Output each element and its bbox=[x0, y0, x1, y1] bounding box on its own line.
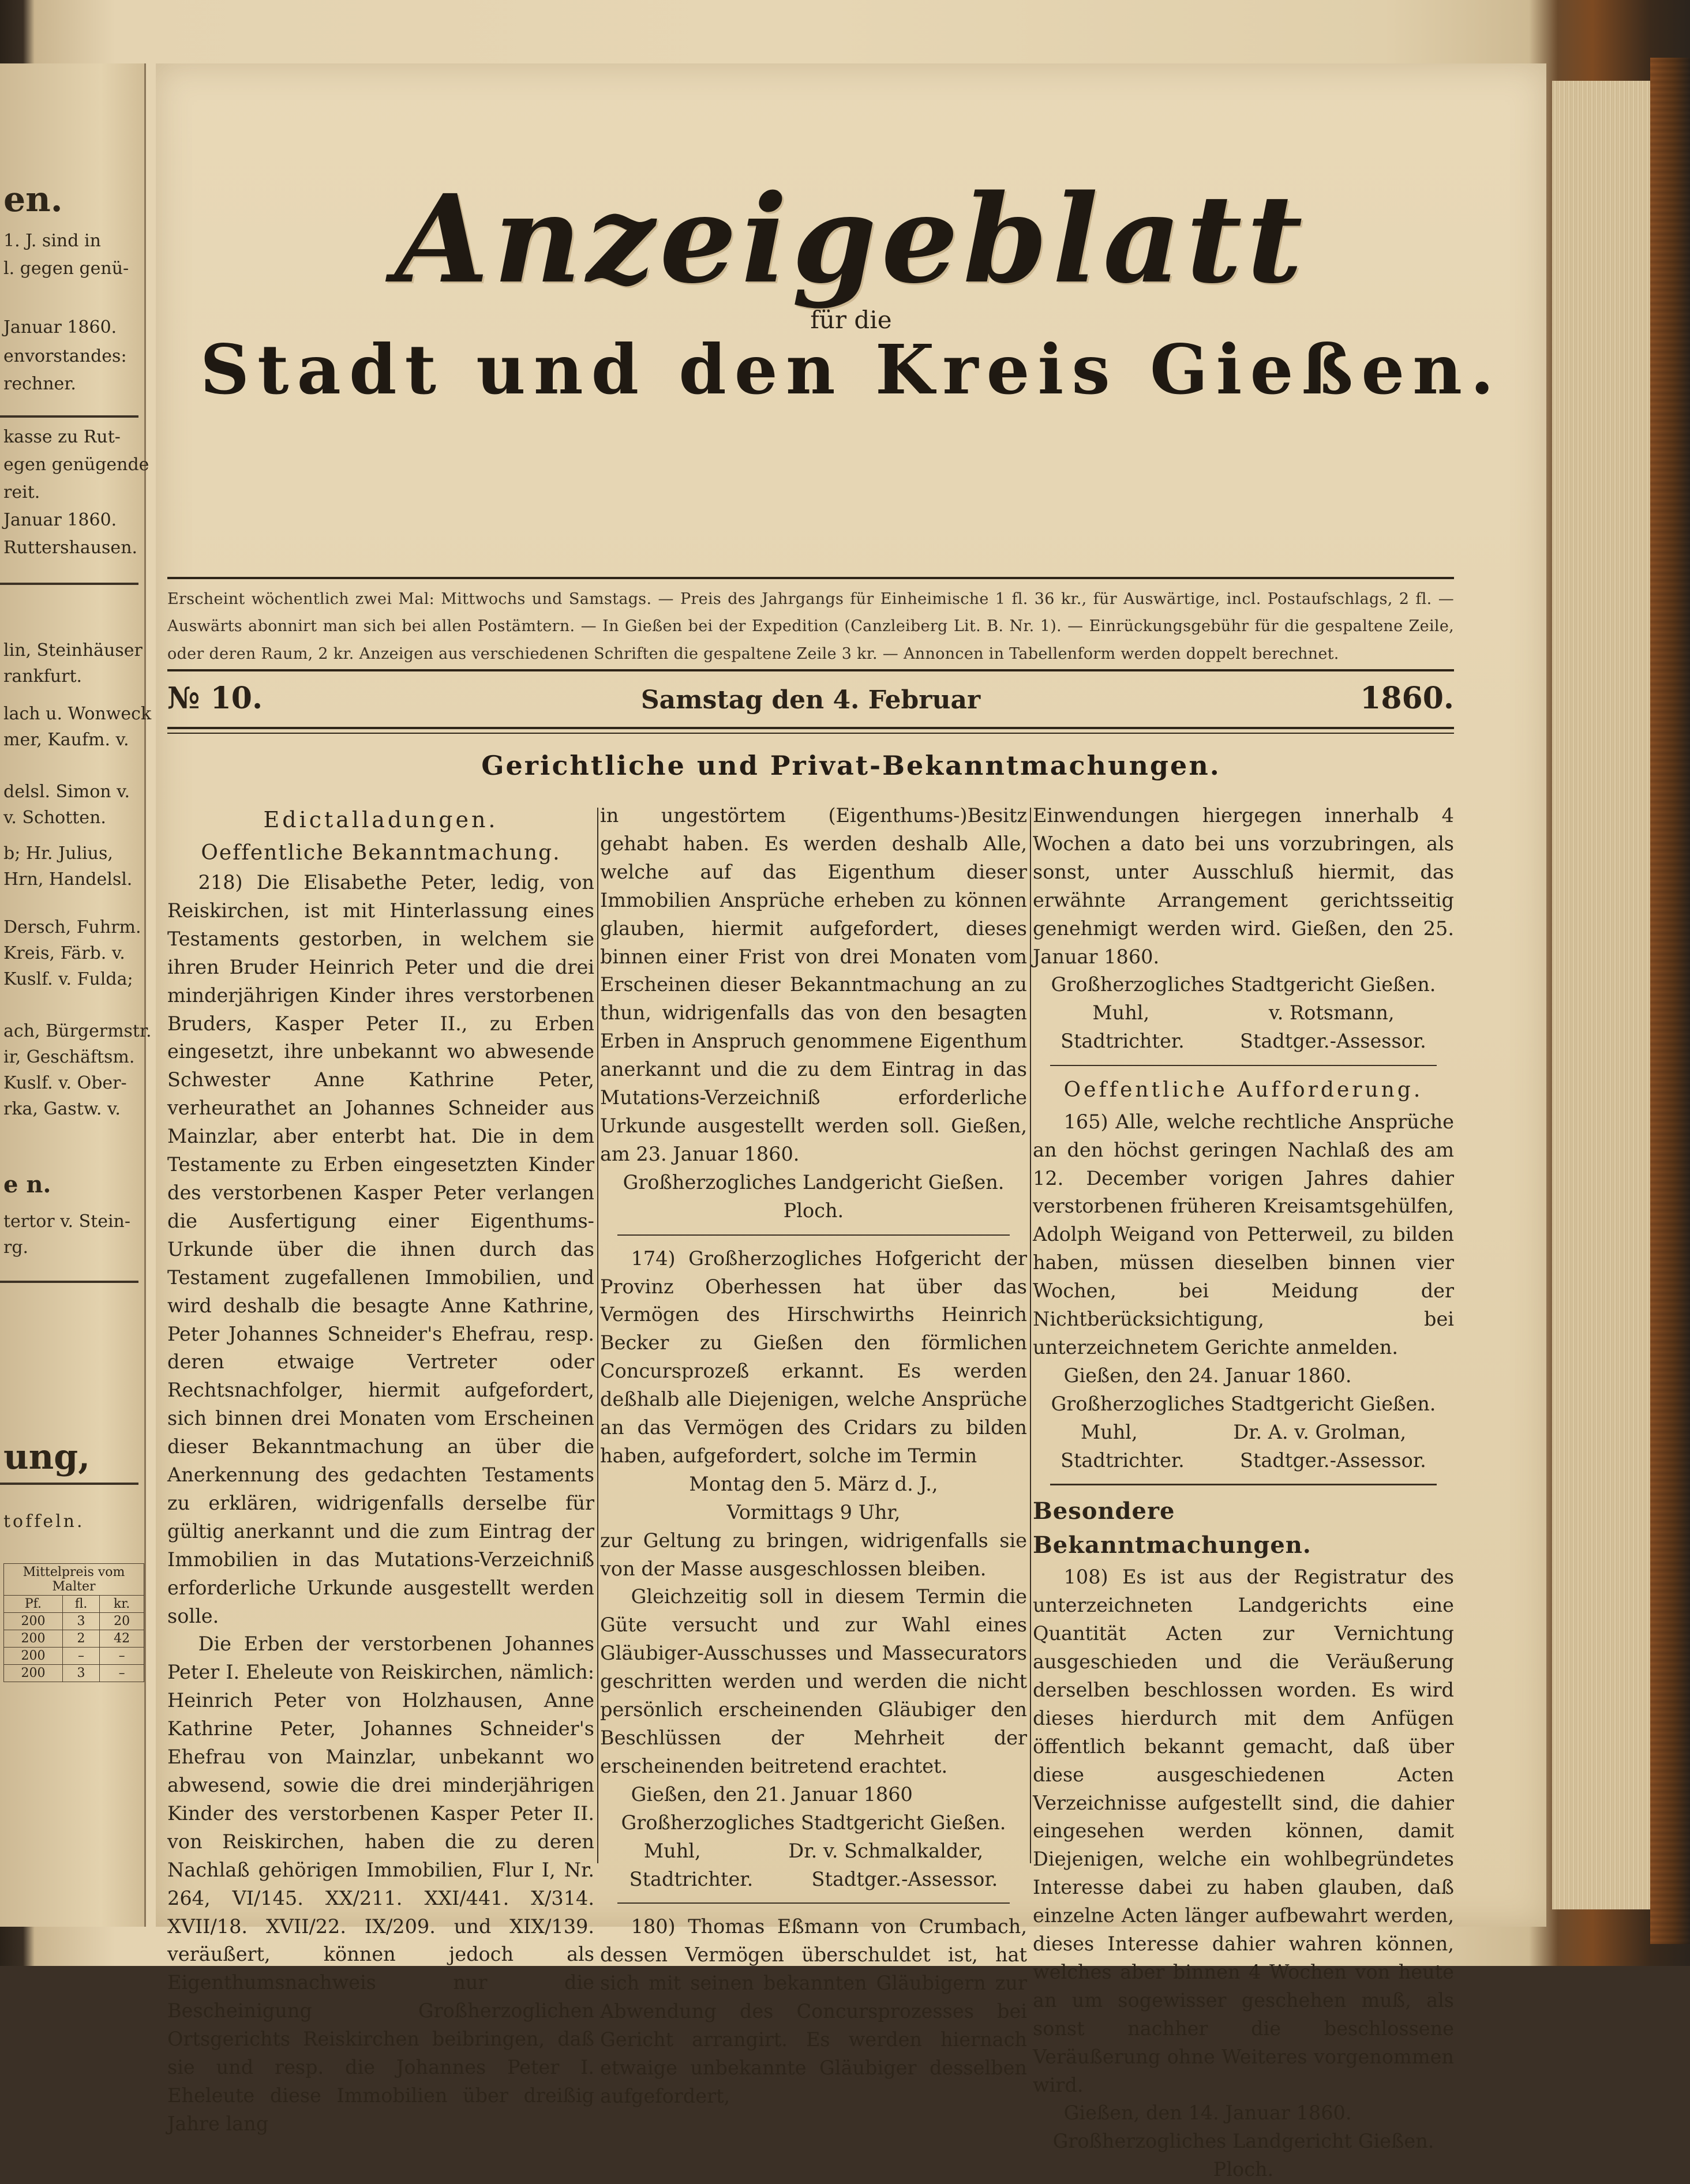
left-fragment: delsl. Simon v. bbox=[3, 782, 130, 802]
table-cell: 3 bbox=[62, 1613, 99, 1630]
signatures bbox=[1033, 1419, 1454, 1447]
masthead bbox=[156, 168, 1546, 410]
left-fragment: rg. bbox=[3, 1237, 29, 1258]
table-cell: 200 bbox=[4, 1665, 63, 1682]
left-fragment: ir, Geschäftsm. bbox=[3, 1047, 135, 1067]
table-cell: 3 bbox=[62, 1665, 99, 1682]
judge-name: Ploch. bbox=[783, 1199, 844, 1222]
left-fragment: Januar 1860. bbox=[3, 510, 117, 530]
left-fragment: mer, Kaufm. v. bbox=[3, 730, 129, 750]
notice-174: 174) Großherzogliches Hofgericht der Provinz Oberhessen hat über das Vermögen des Hirschwirths Heinrich Becker zu Gießen den förmlichen Concursprozeß erkannt. Es werden deßhalb alle Diejenigen, welche Ansprüche an das Vermögen des Cridars zu bilden haben, aufgefordert, solche im Termin bbox=[600, 1247, 1027, 1467]
book-cover-texture bbox=[1650, 58, 1690, 1944]
signature-title: Stadtrichter. bbox=[629, 1867, 754, 1890]
court-signature: Großherzogliches Stadtgericht Gießen. bbox=[1051, 1392, 1436, 1415]
page-edges bbox=[1552, 81, 1650, 1909]
court-signature: Großherzogliches Stadtgericht Gießen. bbox=[1051, 973, 1436, 996]
left-fragment: b; Hr. Julius, bbox=[3, 843, 113, 864]
left-fragment: envorstandes: bbox=[3, 346, 127, 366]
notice-separator bbox=[1050, 1065, 1437, 1066]
signature: Dr. A. v. Grolman, bbox=[1233, 1420, 1407, 1443]
left-fragment: lach u. Wonweck bbox=[3, 704, 152, 724]
signature-title: Stadtrichter. bbox=[1061, 1449, 1185, 1472]
left-fragment: v. Schotten. bbox=[3, 808, 106, 828]
signature: v. Rotsmann, bbox=[1268, 1001, 1395, 1025]
left-fragment: Kuslf. v. Fulda; bbox=[3, 969, 133, 989]
left-fragment: l. gegen genü- bbox=[3, 258, 129, 279]
divider bbox=[167, 727, 1454, 729]
left-fragment: rankfurt. bbox=[3, 666, 83, 686]
subheading: Oeffentliche Bekanntmachung. bbox=[201, 841, 561, 865]
column-3 bbox=[1033, 802, 1454, 2184]
table-cell: 200 bbox=[4, 1630, 63, 1648]
table-row bbox=[4, 1613, 144, 1630]
signature-titles bbox=[1033, 1027, 1454, 1056]
table-cell: – bbox=[62, 1648, 99, 1665]
column-divider bbox=[597, 808, 598, 1863]
column-divider bbox=[1030, 808, 1031, 1863]
notice-180: 180) Thomas Eßmann von Crumbach, dessen Vermögen überschuldet ist, hat sich mit seinen bekannten Gläubigern zur Abwendung des Concursprozesses bei Gericht arrangirt. Es werden hiernach etwaige unbekannte Gläubiger desselben aufgefordert, bbox=[600, 1915, 1027, 2107]
signature: Dr. v. Schmalkalder, bbox=[788, 1839, 984, 1862]
left-fragment: rechner. bbox=[3, 374, 76, 394]
section-title: Gerichtliche und Privat-Bekanntmachungen. bbox=[481, 750, 1221, 781]
newspaper-page bbox=[156, 63, 1546, 2181]
left-fragment: lin, Steinhäuser bbox=[3, 640, 143, 661]
masthead-title: Anzeigeblatt bbox=[395, 168, 1307, 310]
termin-time: Vormittags 9 Uhr, bbox=[726, 1500, 901, 1523]
table-cell: – bbox=[100, 1648, 144, 1665]
divider bbox=[167, 733, 1454, 734]
judge-name: Ploch. bbox=[1213, 2158, 1274, 2181]
signature-titles bbox=[600, 1866, 1027, 1894]
table-cell: 20 bbox=[100, 1613, 144, 1630]
table-subheader: fl. bbox=[62, 1596, 99, 1613]
issue-line bbox=[167, 681, 1454, 727]
column-1 bbox=[167, 802, 594, 2138]
column-2 bbox=[600, 802, 1027, 2111]
notice-218: 218) Die Elisabethe Peter, ledig, von Reiskirchen, ist mit Hinterlassung eines Testaments gestorben, in welchem sie ihren Bruder Heinrich Peter und die drei minderjährigen Kinder ihres verstorbenen Bruders, Kasper Peter II., zu Erben eingesetzt, ihre unbekannt wo abwesende Schwester Anne Kathrine Peter, verheurathet an Johannes Schneider aus Mainzlar, aber enterbt hat. Die in dem Testamente zu Erben eingesetzten Kinder des verstorbenen Kasper Peter verlangen die Ausfertigung einer Eigenthums-Urkunde über die ihnen durch das Testament zugefallenen Immobilien, und wird deshalb die besagte Anne Kathrine, Peter Johannes Schneider's Ehefrau, resp. deren etwaige Vertreter oder Rechtsnachfolger, hiermit aufgefordert, sich binnen drei Monaten vom Erscheinen dieser Bekanntmachung an über die Anerkennung des gedachten Testaments zu erklären, widrigenfalls derselbe für gültig anerkannt und die zum Eintrag der Immobilien in das Mutations-Verzeichniß erforderliche Urkunde ausgestellt werden solle. bbox=[167, 871, 594, 1627]
left-fragment: Hrn, Handelsl. bbox=[3, 869, 133, 890]
left-fragment: toffeln. bbox=[3, 1511, 85, 1532]
left-page-fragment bbox=[0, 63, 152, 1927]
table-cell: 2 bbox=[62, 1630, 99, 1648]
court-signature: Großherzogliches Landgericht Gießen. bbox=[623, 1170, 1005, 1194]
signature-titles bbox=[1033, 1447, 1454, 1475]
issue-number: № 10. bbox=[167, 681, 263, 716]
left-fragment: Ruttershausen. bbox=[3, 538, 138, 558]
signatures bbox=[600, 1837, 1027, 1866]
notice-180-end: Einwendungen hiergegen innerhalb 4 Wochen a dato bei uns vorzubringen, als sonst, unter Ausschluß hiermit, das erwähnte Arrangement gerichtsseitig genehmigt werden wird. Gießen, den 25. Januar 1860. bbox=[1033, 804, 1454, 968]
table-row bbox=[4, 1665, 144, 1682]
left-fragment: egen genügende bbox=[3, 455, 149, 475]
left-fragment: ach, Bürgermstr. bbox=[3, 1021, 152, 1041]
notice-date: Gießen, den 24. Januar 1860. bbox=[1063, 1364, 1352, 1387]
signature-title: Stadtger.-Assessor. bbox=[1240, 1449, 1426, 1472]
issue-date: Samstag den 4. Februar bbox=[640, 685, 981, 715]
table-row bbox=[4, 1648, 144, 1665]
masthead-subtitle: Stadt und den Kreis Gießen. bbox=[200, 329, 1502, 410]
heading-aufforderung: Oeffentliche Aufforderung. bbox=[1063, 1078, 1423, 1102]
heading-edictalladungen: Edictalladungen. bbox=[263, 807, 499, 832]
table-cell: – bbox=[100, 1665, 144, 1682]
left-fragment: Dersch, Fuhrm. bbox=[3, 917, 141, 937]
signature: Muhl, bbox=[643, 1839, 701, 1862]
left-fragment: en. bbox=[3, 179, 63, 220]
signature-title: Stadtrichter. bbox=[1061, 1030, 1185, 1053]
notice-174-text: zur Geltung zu bringen, widrigenfalls sie von der Masse ausgeschlossen bleiben. bbox=[600, 1529, 1027, 1580]
table-cell: 42 bbox=[100, 1630, 144, 1648]
notice-218-end: in ungestörtem (Eigenthums-)Besitz gehabt haben. Es werden deshalb Alle, welche auf das Eigenthum dieser Immobilien Ansprüche erheben zu können glauben, hiermit aufgefordert, dieses binnen einer Frist von drei Monaten vom Erscheinen dieser Bekanntmachung an zu thun, widrigenfalls das von den besagten Erben in Anspruch genommene Eigenthum anerkannt und die zu dem Eintrag in das Mutations-Verzeichniß erforderliche Urkunde ausgestellt werden soll. Gießen, am 23. Januar 1860. bbox=[600, 804, 1027, 1165]
notice-108: 108) Es ist aus der Registratur des unterzeichneten Landgerichts eine Quantität Acten zur Vernichtung ausgeschieden und die Veräußerung derselben beschlossen worden. Es wird dieses hierdurch mit dem Anfügen öffentlich bekannt gemacht, daß über diese ausgeschiedenen Acten Verzeichnisse aufgestellt sind, die dahier eingesehen werden können, damit Diejenigen, welche ein wohlbegründetes Interesse dabei zu haben glauben, daß einzelne Acten länger aufbewahrt werden, dieses Interesse dahier wahren können, welches aber binnen 4 Wochen von heute an um sogewisser geschehen muß, als sonst nachher die beschlossene Veräußerung ohne Weiteres vorgenommen wird. bbox=[1033, 1566, 1454, 2096]
left-fragment: Kreis, Färb. v. bbox=[3, 943, 125, 963]
divider bbox=[167, 577, 1454, 579]
signature: Muhl, bbox=[1092, 1001, 1150, 1025]
notice-174-text-2: Gleichzeitig soll in diesem Termin die Güte versucht und zur Wahl eines Gläubiger-Ausschusses und Massecurators geschritten werden und werden die nicht persönlich erscheinenden Gläubiger den Beschlüssen der Mehrheit der erscheinenden beitretend erachtet. bbox=[600, 1585, 1027, 1777]
left-fragment: ung, bbox=[3, 1437, 91, 1477]
notice-218-continued: Die Erben der verstorbenen Johannes Peter I. Eheleute von Reiskirchen, nämlich: Heinrich Peter von Holzhausen, Anne Kathrine Peter, Johannes Schneider's Ehefrau von Mainzlar, unbekannt wo abwesend, sowie die drei minderjährigen Kinder des verstorbenen Kasper Peter II. von Reiskirchen, haben die zu deren Nachlaß gehörigen Immobilien, Flur I, Nr. 264, VI/145. XX/211. XXI/441. X/314. XVII/18. XVII/22. IX/209. und XIX/139. veräußert, können jedoch als Eigenthumsnachweis nur die Bescheinigung Großherzoglichen Ortsgerichts Reiskirchen beibringen, daß sie und resp. die Johannes Peter I. Eheleute diese Immobilien über dreißig Jahre lang bbox=[167, 1633, 594, 2135]
masthead-fuer: für die bbox=[810, 306, 892, 334]
left-fragment: Kuslf. v. Ober- bbox=[3, 1073, 127, 1093]
heading-besondere: Besondere Bekanntmachungen. bbox=[1033, 1498, 1311, 1559]
signature-title: Stadtger.-Assessor. bbox=[811, 1867, 998, 1890]
notice-separator bbox=[617, 1902, 1010, 1904]
court-signature: Großherzogliches Landgericht Gießen. bbox=[1052, 2130, 1434, 2153]
notice-165: 165) Alle, welche rechtliche Ansprüche an den höchst geringen Nachlaß des am 12. December vorigen Jahres dahier verstorbenen früheren Kreisamtsgehülfen, Adolph Weigand von Petterweil, zu bilden haben, müssen dieselben binnen vier Wochen, bei Meidung der Nichtberücksichtigung, bei unterzeichnetem Gerichte anmelden. bbox=[1033, 1110, 1454, 1359]
left-fragment: rka, Gastw. v. bbox=[3, 1099, 121, 1119]
left-fragment: tertor v. Stein- bbox=[3, 1211, 131, 1232]
price-table-fragment bbox=[3, 1563, 144, 1682]
issue-year: 1860. bbox=[1360, 681, 1454, 716]
left-fragment: 1. J. sind in bbox=[3, 231, 101, 251]
table-cell: 200 bbox=[4, 1613, 63, 1630]
termin-date: Montag den 5. März d. J., bbox=[689, 1472, 938, 1495]
notice-date: Gießen, den 14. Januar 1860. bbox=[1063, 2102, 1352, 2125]
signatures bbox=[1033, 999, 1454, 1027]
notice-date: Gießen, den 21. Januar 1860 bbox=[631, 1783, 913, 1806]
table-subheader: Pf. bbox=[4, 1596, 63, 1613]
signature-title: Stadtger.-Assessor. bbox=[1240, 1030, 1426, 1053]
left-fragment: Januar 1860. bbox=[3, 317, 117, 337]
left-fragment: e n. bbox=[3, 1171, 51, 1198]
court-signature: Großherzogliches Stadtgericht Gießen. bbox=[621, 1811, 1006, 1834]
subscription-info: Erscheint wöchentlich zwei Mal: Mittwochs und Samstags. — Preis des Jahrgangs für Einheimische 1 fl. 36 kr., für Auswärtige, incl. Postaufschlags, 2 fl. — Auswärts abonnirt man sich bei allen Postämtern. — In Gießen bei der Expedition (Canzleiberg Lit. B. Nr. 1). — Einrückungsgebühr für die gespaltene Zeile, oder deren Raum, 2 kr. Anzeigen aus verschiedenen Schriften die gespaltene Zeile 3 kr. — Annoncen in Tabellenform werden doppelt berechnet. bbox=[167, 590, 1454, 663]
notice-separator bbox=[1050, 1484, 1437, 1485]
divider bbox=[167, 669, 1454, 671]
table-cell: 200 bbox=[4, 1648, 63, 1665]
left-fragment: reit. bbox=[3, 482, 40, 502]
table-row bbox=[4, 1630, 144, 1648]
signature: Muhl, bbox=[1080, 1420, 1138, 1443]
table-subheader: kr. bbox=[100, 1596, 144, 1613]
table-header: Mittelpreis vom Malter bbox=[4, 1564, 144, 1596]
notice-separator bbox=[617, 1234, 1010, 1236]
left-fragment: kasse zu Rut- bbox=[3, 427, 121, 447]
